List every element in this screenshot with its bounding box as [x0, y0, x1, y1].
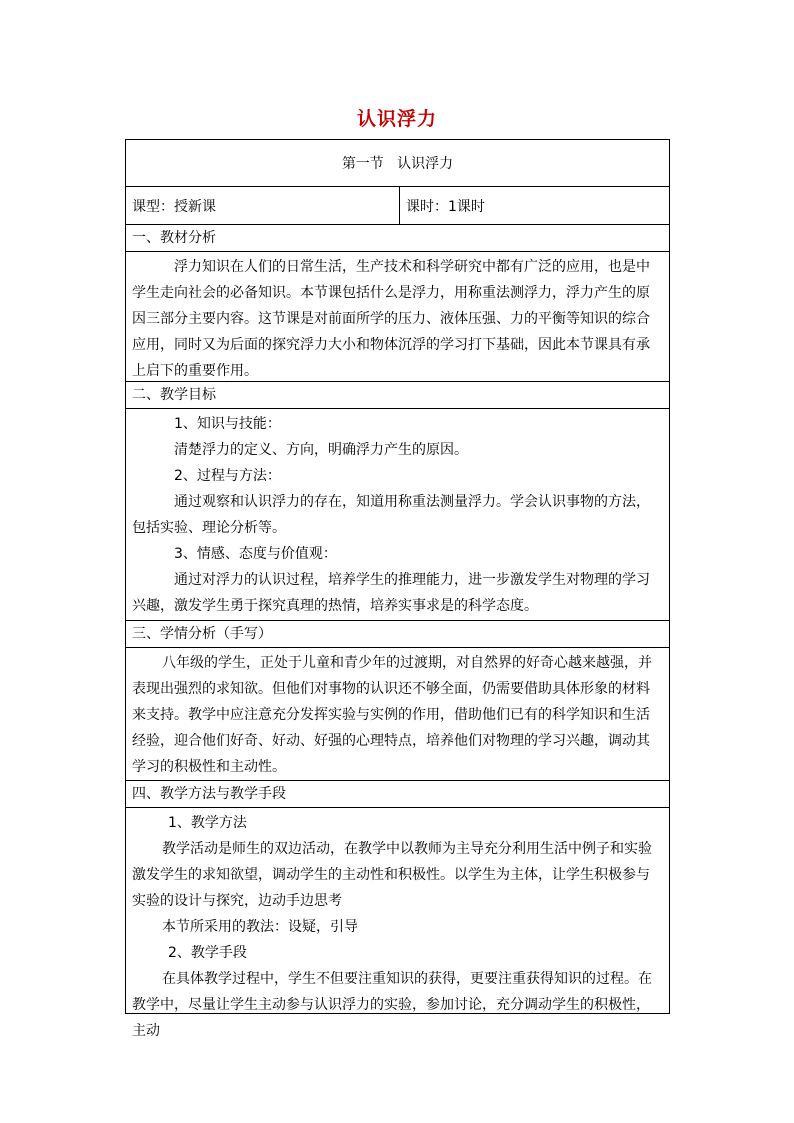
lesson-meta-row [126, 187, 669, 225]
lesson-type: 课型：授新课 [132, 198, 216, 215]
paragraph: 1、教学方法 [168, 815, 247, 831]
section-heading-teaching-goals: 二、教学目标 [126, 382, 669, 409]
paragraph: 通过观察和认识浮力的存在，知道用称重法测量浮力。学会认识事物的方法，包括实验、理论分析等。 [132, 494, 650, 536]
lesson-title-row [126, 140, 669, 187]
section-heading-methods: 四、教学方法与教学手段 [126, 781, 669, 808]
paragraph: 1、知识与技能： [174, 416, 281, 432]
paragraph: 2、教学手段 [168, 945, 247, 961]
paragraph: 清楚浮力的定义、方向，明确浮力产生的原因。 [174, 442, 468, 458]
paragraph: 教学活动是师生的双边活动，在教学中以教师为主导充分利用生活中例子和实验激发学生的求知欲望，调动学生的主动性和积极性。以学生为主体，让学生积极参与实验的设计与探究，边动手边思考 [132, 841, 652, 909]
paragraph: 八年级的学生，正处于儿童和青少年的过渡期，对自然界的好奇心越来越强，并表现出强烈的求知欲。但他们对事物的认识还不够全面，仍需要借助具体形象的材料来支持。教学中应注意充分发挥实验与实例的作用，借助他们已有的科学知识和生活经验，迎合他们好奇、好动、好强的心理特点，培养他们对物理的学习兴趣，调动其学习的积极性和主动性。 [132, 655, 652, 775]
document-title: 认识浮力 [356, 108, 437, 130]
paragraph: 本节所采用的教法：设疑，引导 [162, 919, 358, 935]
lesson-hours: 课时：1课时 [406, 198, 485, 215]
section-heading-student-analysis: 三、学情分析（手写） [126, 621, 669, 648]
lesson-plan-table [125, 139, 670, 1039]
section-body-methods [126, 808, 669, 1039]
section-heading-textbook-analysis: 一、教材分析 [126, 225, 669, 252]
paragraph: 浮力知识在人们的日常生活，生产技术和科学研究中都有广泛的应用，也是中学生走向社会的必备知识。本节课包括什么是浮力，用称重法测浮力，浮力产生的原因三部分主要内容。这节课是对前面所学的压力、液体压强、力的平衡等知识的综合应用，同时又为后面的探究浮力大小和物体沉浮的学习打下基础，因此本节课具有承上启下的重要作用。 [132, 259, 650, 379]
section-body-teaching-goals [126, 409, 669, 621]
paragraph: 2、过程与方法： [174, 468, 281, 484]
lesson-type-cell [126, 187, 400, 224]
section-body-textbook-analysis [126, 252, 669, 382]
paragraph: 在具体教学过程中，学生不但要注重知识的获得，更要注重获得知识的过程。在教学中，尽量让学生主动参与认识浮力的实验，参加讨论，充分调动学生的积极性，主动 [132, 971, 652, 1039]
lesson-hours-cell [400, 187, 669, 224]
paragraph: 3、情感、态度与价值观： [174, 546, 337, 562]
section-body-student-analysis [126, 648, 669, 781]
lesson-title: 第一节 认识浮力 [341, 156, 454, 172]
paragraph: 通过对浮力的认识过程，培养学生的推理能力，进一步激发学生对物理的学习兴趣，激发学生勇于探究真理的热情，培养实事求是的科学态度。 [132, 572, 650, 614]
